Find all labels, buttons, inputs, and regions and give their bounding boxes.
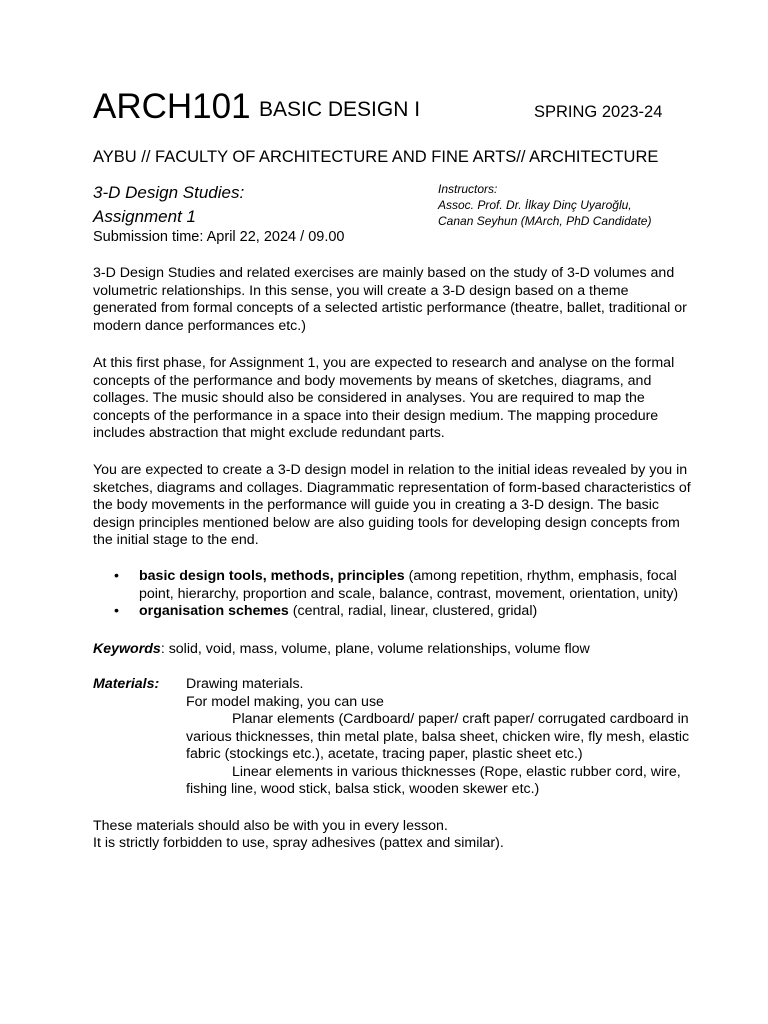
materials-note: These materials should also be with you in every lesson. <box>93 818 448 834</box>
list-item-heading: organisation schemes <box>139 603 289 619</box>
assignment-title: Assignment 1 <box>93 207 196 226</box>
materials-line: Linear elements in various thicknesses (Rope, elastic rubber cord, wire, fishing line, wood stick, balsa stick, wooden skewer etc.) <box>186 763 681 797</box>
submission-time: Submission time: April 22, 2024 / 09.00 <box>93 229 345 245</box>
keywords-text: : solid, void, mass, volume, plane, volume relationships, volume flow <box>160 641 590 657</box>
list-item-text: (among repetition, rhythm, emphasis, focal point, hierarchy, proportion and scale, balance, contrast, movement, orientation, unity) <box>139 568 679 602</box>
materials-line: Drawing materials. <box>186 676 304 692</box>
keywords-label: Keywords <box>93 641 161 657</box>
term-label: SPRING 2023-24 <box>534 103 663 121</box>
list-item-heading: basic design tools, methods, principles <box>139 568 405 584</box>
intro-paragraph: 3-D Design Studies and related exercises are mainly based on the study of 3-D volumes and volumetric relationships. In this sense, you will create a 3-D design based on a theme generated from formal concepts of a selected artistic performance (theatre, ballet, traditional or modern dance performances etc.) <box>93 265 687 334</box>
section-title: 3-D Design Studies: <box>93 183 245 202</box>
instructors-heading: Instructors: <box>438 182 498 196</box>
list-item <box>93 603 693 621</box>
course-name: BASIC DESIGN I <box>259 98 421 121</box>
model-paragraph: You are expected to create a 3-D design model in relation to the initial ideas revealed by you in sketches, diagrams and collages. Diagrammatic representation of form-based characteristics of the body movements in the performance will guide you in creating a 3-D design. The basic design principles mentioned below are also guiding tools for developing design concepts from the initial stage to the end. <box>93 462 691 548</box>
bullet-icon: • <box>114 603 119 619</box>
materials-list <box>186 676 696 799</box>
instructor-name: Assoc. Prof. Dr. İlkay Dinç Uyaroğlu, <box>438 198 632 212</box>
list-item <box>93 568 693 603</box>
list-item-text: (central, radial, linear, clustered, gridal) <box>288 603 538 619</box>
faculty-line: AYBU // FACULTY OF ARCHITECTURE AND FINE ARTS// ARCHITECTURE <box>93 148 659 166</box>
adhesive-warning: It is strictly forbidden to use, spray adhesives (pattex and similar). <box>93 835 504 851</box>
materials-line: Planar elements (Cardboard/ paper/ craft paper/ corrugated cardboard in various thicknesses, thin metal plate, balsa sheet, chicken wire, fly mesh, elastic fabric (stockings etc.), acetate, tracing paper, plastic sheet etc.) <box>186 711 690 762</box>
instructor-name: Canan Seyhun (MArch, PhD Candidate) <box>438 214 652 228</box>
phase-paragraph: At this first phase, for Assignment 1, you are expected to research and analyse on the formal concepts of the performance and body movements by means of sketches, diagrams, and collages. The music should also be considered in analyses. You are required to map the concepts of the performance in a space into their design medium. The mapping procedure includes abstraction that might exclude redundant parts. <box>93 355 675 441</box>
principles-list <box>93 568 693 621</box>
bullet-icon: • <box>114 568 119 584</box>
keywords-line <box>93 641 590 659</box>
materials-line: For model making, you can use <box>186 693 384 710</box>
course-code: ARCH101 <box>93 87 251 126</box>
materials-label: Materials: <box>93 676 160 692</box>
